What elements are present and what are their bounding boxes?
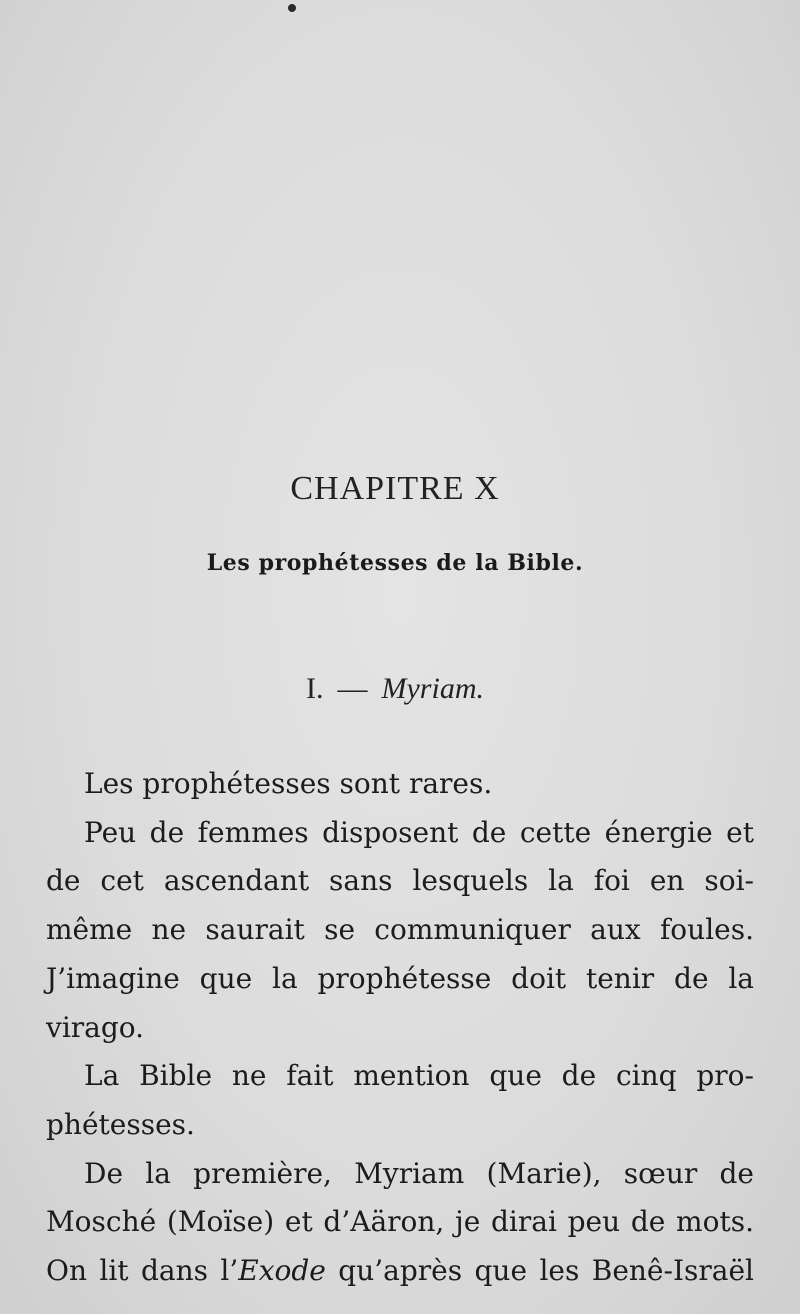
text-fragment: On lit dans l’ — [46, 1254, 239, 1288]
text-line — [46, 1247, 754, 1296]
text-line: La Bible ne fait mention que de cinq pro- — [84, 1059, 754, 1093]
chapter-title: Les prophétesses de la Bible. — [206, 550, 584, 576]
text-fragment: qu’après que les Benê-Israël — [325, 1254, 754, 1288]
text-line: phétesses. — [46, 1107, 195, 1141]
text-line: de cet ascendant sans lesquels la foi en soi- — [46, 864, 754, 898]
text-line: Les prophétesses sont rares. — [84, 767, 493, 800]
text-line: même ne saurait se communiquer aux foules. — [46, 913, 754, 947]
book-title-exode: Exode — [238, 1254, 326, 1288]
text-line: virago. — [46, 1010, 145, 1044]
text-line: De la première, Myriam (Marie), sœur de — [84, 1156, 754, 1190]
ink-speck — [288, 4, 296, 12]
text-line: Peu de femmes disposent de cette énergie et — [84, 815, 754, 849]
section-dash: — — [337, 672, 368, 705]
text-line: J’imagine que la prophétesse doit tenir de la — [46, 961, 754, 995]
text-line: Mosché (Moïse) et d’Aäron, je dirai peu de mots. — [46, 1205, 754, 1239]
body-text — [46, 760, 754, 1296]
chapter-heading: CHAPITRE X — [290, 470, 500, 507]
section-name: Myriam. — [381, 672, 484, 705]
section-heading — [0, 672, 790, 706]
section-number: I. — [306, 672, 324, 705]
